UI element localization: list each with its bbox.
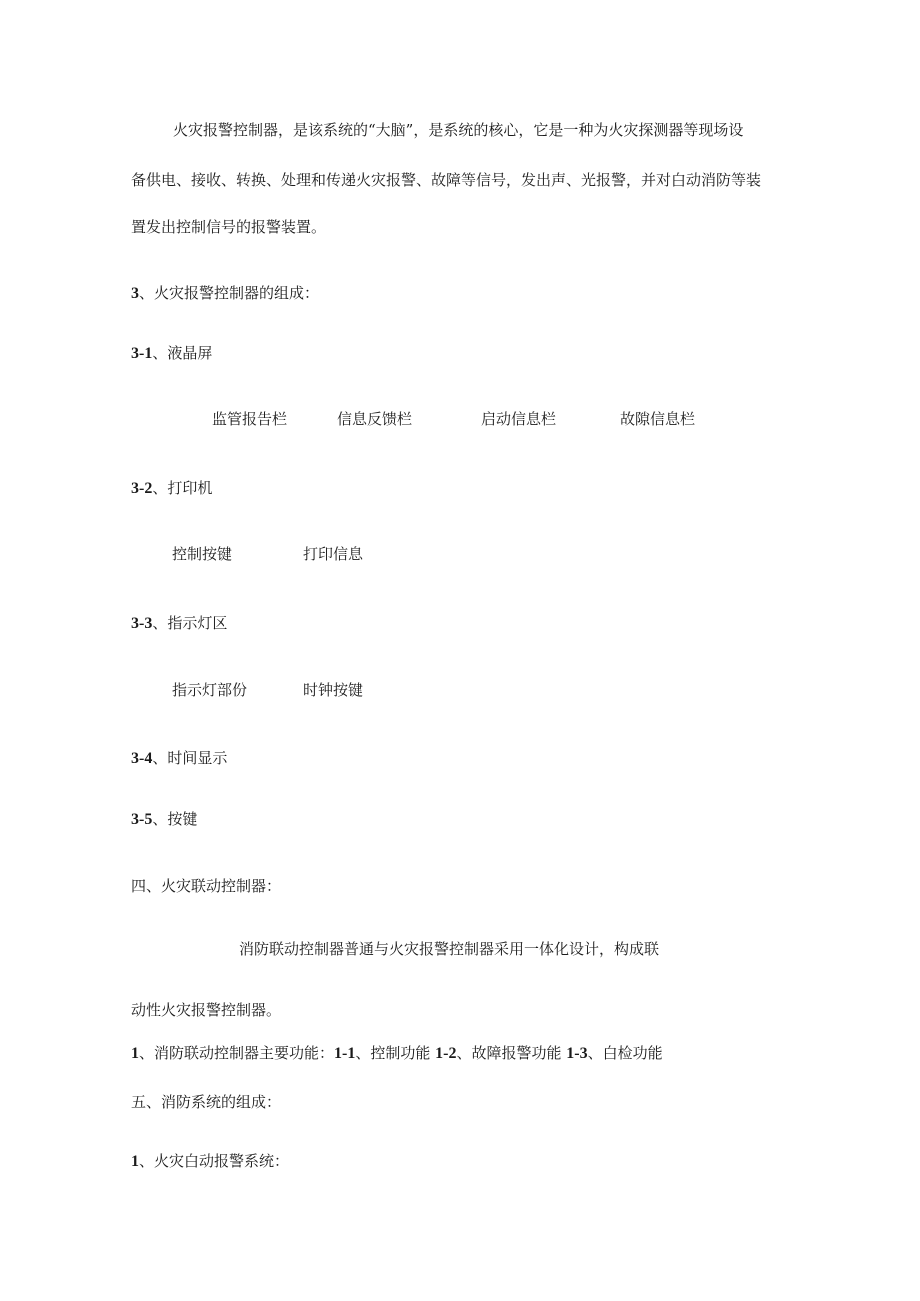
section-4-para-line-2: 动性火灾报警控制器。: [131, 1001, 282, 1019]
printer-item-print-info: 打印信息: [303, 545, 364, 563]
section-5-heading: 五、消防系统的组成：: [131, 1093, 282, 1111]
item-text: 、故障报警功能: [456, 1044, 567, 1062]
section-4-functions: [131, 1043, 663, 1064]
indicator-item-lights: 指示灯部份: [172, 681, 248, 699]
indicator-item-clock-keys: 时钟按键: [303, 681, 364, 699]
item-text: 、白检功能: [587, 1044, 663, 1062]
item-text: 、控制功能: [355, 1044, 436, 1062]
section-title: 、指示灯区: [152, 614, 228, 632]
section-4-heading: 四、火灾联动控制器：: [131, 877, 282, 895]
section-3-2-heading: [131, 478, 212, 499]
section-4-para-line-1: 消防联动控制器普通与火灾报警控制器采用一体化设计，构成联: [239, 940, 660, 958]
section-number: 3-5: [131, 811, 153, 828]
intro-line-3: 置发出控制信号的报警装置。: [131, 218, 327, 236]
section-title: 、按键: [152, 810, 198, 828]
section-3-1-heading: [131, 343, 212, 364]
section-number: 3-2: [131, 480, 153, 497]
section-number: 3-1: [131, 345, 153, 362]
section-title: 、液晶屏: [152, 344, 213, 362]
section-3-3-heading: [131, 613, 227, 634]
section-title: 、时间显示: [152, 749, 228, 767]
item-text: 、消防联动控制器主要功能：: [139, 1044, 335, 1062]
intro-line-1: 火灾报警控制器，是该系统的“大脑”，是系统的核心，它是一种为火灾探测器等现场设: [173, 121, 744, 139]
item-number: 1: [131, 1045, 139, 1062]
lcd-item-startup: 启动信息栏: [481, 410, 557, 428]
printer-item-control-keys: 控制按键: [172, 545, 233, 563]
section-number: 3-3: [131, 615, 153, 632]
item-number: 1-3: [566, 1045, 588, 1062]
section-number: 3-4: [131, 750, 153, 767]
section-number: 3: [131, 285, 139, 302]
lcd-item-fault: 故隙信息栏: [620, 410, 696, 428]
item-number: 1-1: [334, 1045, 356, 1062]
lcd-item-supervision: 监管报告栏: [212, 410, 288, 428]
section-title: 、火灾报警控制器的组成：: [139, 284, 320, 302]
intro-line-2: 备供电、接收、转换、处理和传递火灾报警、故障等信号，发出声、光报警，并对白动消防等装: [131, 171, 762, 189]
section-5-1-heading: [131, 1151, 289, 1172]
section-number: 1: [131, 1153, 139, 1170]
section-title: 、火灾白动报警系统：: [139, 1152, 290, 1170]
section-3-heading: [131, 283, 319, 304]
section-title: 、打印机: [152, 479, 213, 497]
lcd-item-feedback: 信息反馈栏: [337, 410, 413, 428]
section-3-4-heading: [131, 748, 227, 769]
section-3-5-heading: [131, 809, 197, 830]
item-number: 1-2: [435, 1045, 457, 1062]
